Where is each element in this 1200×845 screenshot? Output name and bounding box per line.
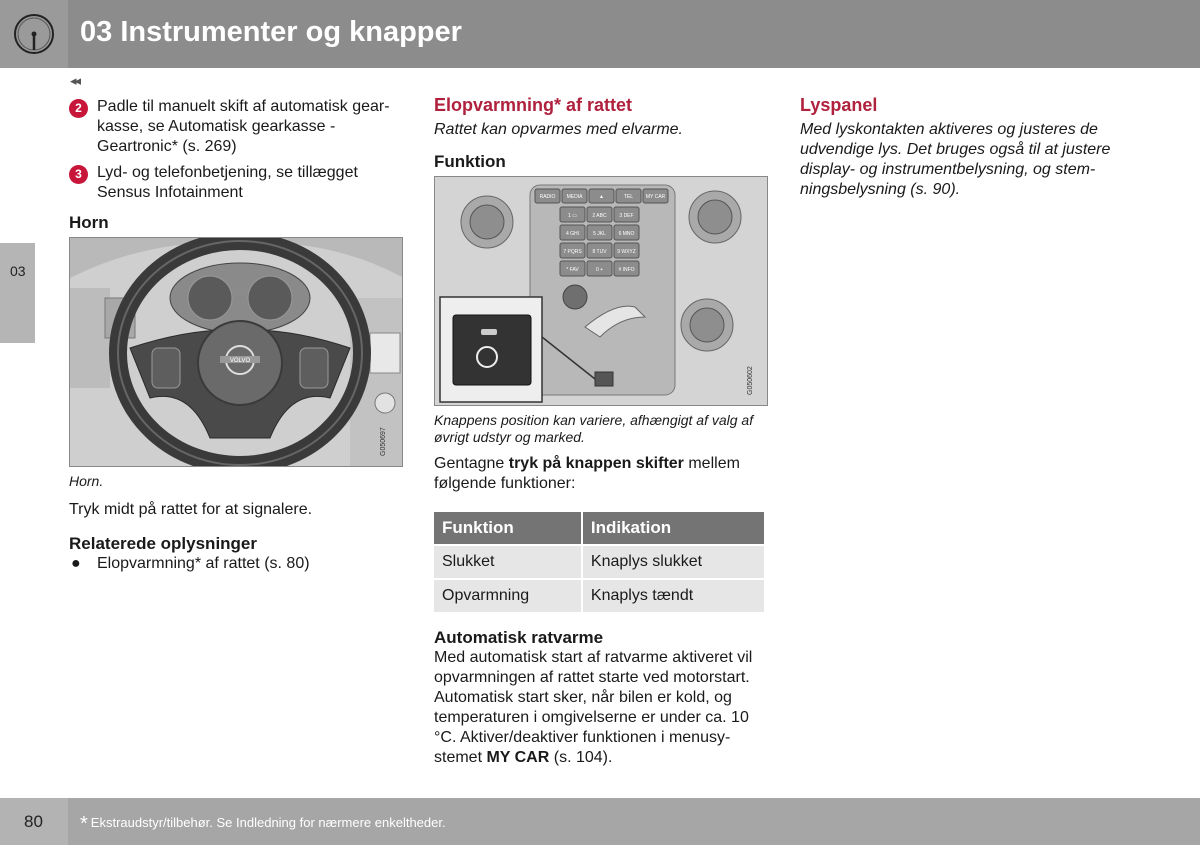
list-item-text: Padle til manuelt skift af automatisk gear-kasse, se Automatisk gearkasse - Geartronic* (s. 269) [97, 98, 390, 155]
gauge-icon [0, 0, 68, 68]
funktion-heading: Funktion [434, 152, 506, 171]
related-list-item[interactable] [69, 554, 404, 574]
body-text-post: mellem følgende funktioner: [434, 455, 740, 492]
keypad-key-label: 4 GHI [565, 231, 580, 237]
page-number: 80 [24, 812, 43, 831]
keypad-key-label: # INFO [618, 267, 635, 273]
keypad-key-label: 7 PQRS [563, 249, 582, 255]
number-badge: 2 [69, 99, 88, 118]
lyspanel-heading: Lyspanel [800, 95, 878, 115]
chapter-number: 03 [10, 263, 26, 279]
console-top-button-label: MY CAR [645, 194, 666, 200]
keypad-key-label: 1 ▭ [568, 213, 577, 219]
previous-page-arrows[interactable]: ◂◂ [70, 73, 80, 88]
figure-caption: Knappens position kan variere, afhængigt af valg af øvrigt udstyr og marked. [434, 412, 754, 445]
keypad-key-label: 5 JKL [593, 231, 606, 237]
lyspanel-text: Med lyskontakten aktiveres og justeres de udvendige lys. Det bruges også til at justere display- og instrumentbelysning, og stem-ningsbelysning (s. 90). [800, 121, 1111, 198]
console-top-button-label: MEDIA [566, 194, 583, 200]
list-item [69, 97, 404, 157]
table-header: Funktion [434, 512, 581, 544]
horn-caption: Horn. [69, 473, 104, 489]
center-console-illustration [435, 177, 768, 406]
related-heading: Relaterede oplysninger [69, 534, 258, 553]
horn-heading: Horn [69, 213, 109, 232]
bullet-icon: ● [71, 555, 81, 572]
auto-text-bold: MY CAR [486, 749, 550, 766]
related-link[interactable]: Elopvarmning* af rattet (s. 80) [97, 555, 310, 572]
chapter-side-tab [0, 243, 35, 343]
body-text-bold: tryk på knappen skifter [508, 455, 684, 472]
table-cell: Knaplys tændt [583, 580, 764, 612]
list-item [69, 163, 404, 203]
section-intro: Rattet kan opvarmes med elvarme. [434, 121, 683, 138]
keypad-key-label: 6 MNO [618, 231, 635, 237]
console-top-button-label: RADIO [539, 194, 556, 200]
figure-code: G050697 [380, 427, 387, 456]
horn-text: Tryk midt på rattet for at signalere. [69, 501, 313, 518]
keypad-key-label: 2 ABC [592, 213, 607, 219]
auto-text [434, 648, 766, 768]
page-footer [0, 798, 1200, 845]
header-icon-box [0, 0, 68, 68]
console-top-button-label: ▲ [599, 194, 604, 200]
list-item-text: Lyd- og telefonbetjening, se tillægget Sensus Infotainment [97, 164, 358, 201]
body-text [434, 454, 766, 494]
table-cell: Opvarmning [434, 580, 581, 612]
page-number-box [0, 798, 68, 845]
keypad-key-label: 9 WXYZ [617, 249, 636, 255]
number-badge: 3 [69, 165, 88, 184]
volvo-logo-text: VOLVO [229, 358, 251, 364]
column-middle [434, 95, 766, 768]
keypad-key-label: 8 TUV [592, 249, 607, 255]
column-right [800, 95, 1120, 200]
footnote [80, 813, 446, 836]
section-heading: Elopvarmning* af rattet [434, 95, 633, 115]
function-table [432, 510, 766, 614]
column-left [69, 97, 404, 574]
table-row [434, 546, 764, 578]
auto-text-post: (s. 104). [549, 749, 613, 766]
horn-figure [69, 237, 403, 467]
page-title: 03 Instrumenter og knapper [80, 16, 462, 48]
table-row [434, 580, 764, 612]
page-header [0, 0, 1200, 68]
table-cell: Knaplys slukket [583, 546, 764, 578]
table-cell: Slukket [434, 546, 581, 578]
table-header: Indikation [583, 512, 764, 544]
auto-heading: Automatisk ratvarme [434, 628, 604, 647]
auto-text-pre: Med automatisk start af ratvarme aktiveret vil opvarmningen af rattet starte ved motorstart. Automatisk start sker, når bilen er kold, og temperaturen i omgivelserne er under ca. 10 °C. Aktiver/deaktiver funktionen i menusy-stemet [434, 649, 753, 766]
steering-wheel-illustration [70, 238, 403, 467]
body-text-pre: Gentagne [434, 455, 509, 472]
console-top-button-label: TEL [623, 194, 634, 200]
keypad-key-label: 3 DEF [619, 213, 634, 219]
keypad-key-label: 0 + [595, 267, 604, 273]
footnote-star: * [80, 813, 88, 835]
keypad-key-label: * FAV [566, 267, 579, 273]
table-header-row [434, 512, 764, 544]
footnote-text: Ekstraudstyr/tilbehør. Se Indledning for nærmere enkeltheder. [90, 815, 446, 830]
figure-code: G050602 [747, 366, 754, 395]
center-console-figure [434, 176, 768, 406]
